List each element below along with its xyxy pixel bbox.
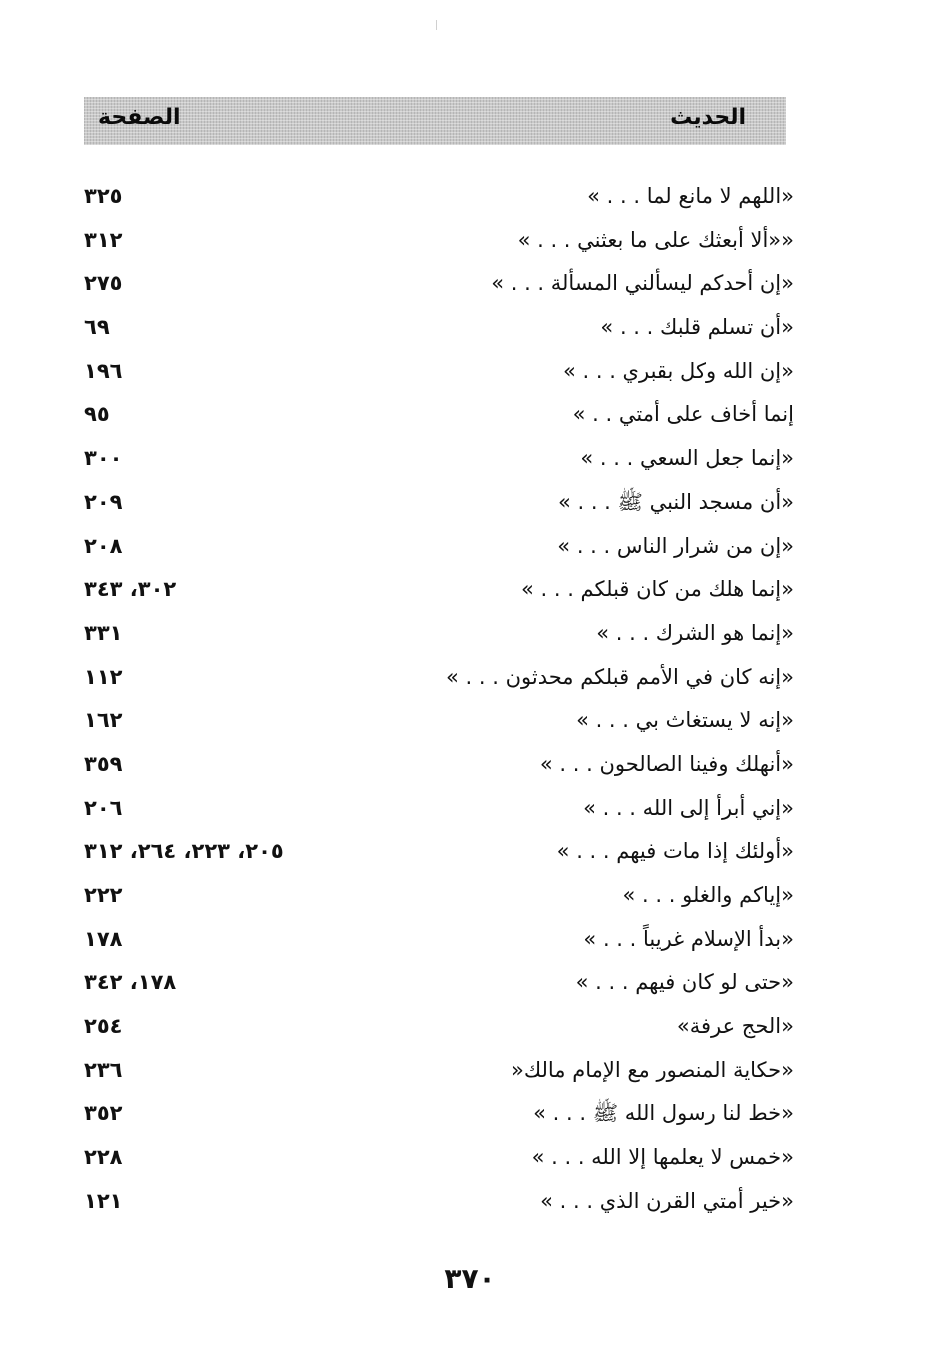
index-entry	[84, 1136, 794, 1180]
page-references: ٩٥	[84, 402, 110, 427]
hadith-text: «إنما هلك من كان قبلكم . . . »	[520, 577, 794, 602]
hadith-text: «إني أبرأ إلى الله . . . »	[583, 795, 794, 820]
hadith-text: «إنما هو الشرك . . . »	[596, 620, 794, 645]
hadith-text: «أنهلك وفينا الصالحون . . . »	[539, 751, 794, 776]
index-entry	[84, 481, 794, 525]
hadith-index-list	[84, 175, 794, 1224]
hadith-text: «إن الله وكل بقبري . . . »	[562, 358, 794, 383]
index-entry	[84, 612, 794, 656]
index-entry	[84, 437, 794, 481]
page-references: ٢٧٥	[84, 271, 123, 296]
page-references: ٦٩	[84, 315, 110, 340]
index-entry	[84, 350, 794, 394]
hadith-text: «أن مسجد النبي ﷺ . . . »	[557, 489, 794, 514]
hadith-text: «أولئك إذا مات فيهم . . . »	[556, 839, 794, 864]
index-entry	[84, 699, 794, 743]
index-entry	[84, 918, 794, 962]
index-entry	[84, 262, 794, 306]
page-references: ٢٠٨	[84, 533, 123, 558]
page-references: ٣٢٥	[84, 184, 123, 208]
index-entry	[84, 393, 794, 437]
index-entry	[84, 1049, 794, 1093]
index-entry	[84, 175, 794, 219]
page-references: ٣٠٠	[84, 446, 123, 471]
index-entry	[84, 874, 794, 918]
index-entry	[84, 1180, 794, 1224]
page-references: ٢٥٤	[84, 1014, 123, 1039]
hadith-text: «إنما جعل السعي . . . »	[580, 446, 794, 471]
page-references: ١١٢	[84, 664, 123, 689]
hadith-text: «حتى لو كان فيهم . . . »	[575, 970, 794, 995]
page-references: ٣١٢	[84, 227, 123, 252]
index-entry	[84, 306, 794, 350]
scan-mark	[436, 20, 437, 30]
hadith-text: «إنه لا يستغاث بي . . . »	[576, 708, 794, 733]
hadith-column-header: الحديث	[670, 105, 746, 130]
index-entry	[84, 830, 794, 874]
hadith-text: «أن تسلم قلبك . . . »	[600, 315, 794, 340]
hadith-text: «إياكم والغلو . . . »	[622, 883, 794, 907]
page-references: ٢٢٨	[84, 1145, 123, 1170]
hadith-text: «خير أمتي القرن الذي . . . »	[540, 1188, 794, 1213]
page-references: ٢٠٩	[84, 489, 123, 514]
index-entry	[84, 961, 794, 1005]
page-column-header: الصفحة	[98, 105, 181, 130]
page-references: ٣٣١	[84, 620, 123, 645]
hadith-text: «حكاية المنصور مع الإمام مالك«	[510, 1057, 794, 1082]
page-references: ٣٥٢	[84, 1101, 123, 1126]
hadith-text: إنما أخاف على أمتي . . »	[572, 402, 794, 427]
page-references: ١٩٦	[84, 358, 123, 383]
index-entry	[84, 1005, 794, 1049]
page-references: ٣٥٩	[84, 751, 123, 776]
hadith-text: «بدأ الإسلام غريباً . . . »	[583, 926, 794, 951]
index-entry	[84, 219, 794, 263]
index-entry	[84, 568, 794, 612]
page-references: ١٧٨	[84, 926, 123, 951]
index-entry	[84, 656, 794, 700]
page-number: ٣٧٠	[444, 1262, 496, 1295]
page-references: ٢٣٦	[84, 1057, 123, 1082]
index-entry	[84, 525, 794, 569]
hadith-text: «خمس لا يعلمها إلا الله . . . »	[531, 1145, 794, 1170]
hadith-text: «خط لنا رسول الله ﷺ . . . »	[533, 1101, 794, 1126]
hadith-text: ««ألا أبعثك على ما بعثني . . . »	[517, 227, 794, 252]
page-references: ١٧٨، ٣٤٢	[84, 970, 177, 995]
index-entry	[84, 1092, 794, 1136]
page-references: ١٢١	[84, 1188, 123, 1213]
page-references: ١٦٢	[84, 708, 123, 733]
page-references: ٢٠٦	[84, 795, 123, 820]
hadith-text: «إن من شرار الناس . . . »	[557, 533, 794, 558]
page-references: ٣٠٢، ٣٤٣	[84, 577, 177, 602]
hadith-text: «إنه كان في الأمم قبلكم محدثون . . . »	[446, 664, 794, 689]
index-entry	[84, 787, 794, 831]
page-references: ٢٠٥، ٢٢٣، ٢٦٤، ٣١٢	[84, 839, 284, 864]
index-entry	[84, 743, 794, 787]
page-references: ٢٢٢	[84, 883, 123, 907]
hadith-text: «اللهم لا مانع لما . . . »	[587, 184, 794, 208]
hadith-text: «الحج عرفة»	[676, 1014, 794, 1039]
hadith-text: «إن أحدكم ليسألني المسألة . . . »	[491, 271, 794, 296]
index-header-bar	[84, 97, 786, 145]
